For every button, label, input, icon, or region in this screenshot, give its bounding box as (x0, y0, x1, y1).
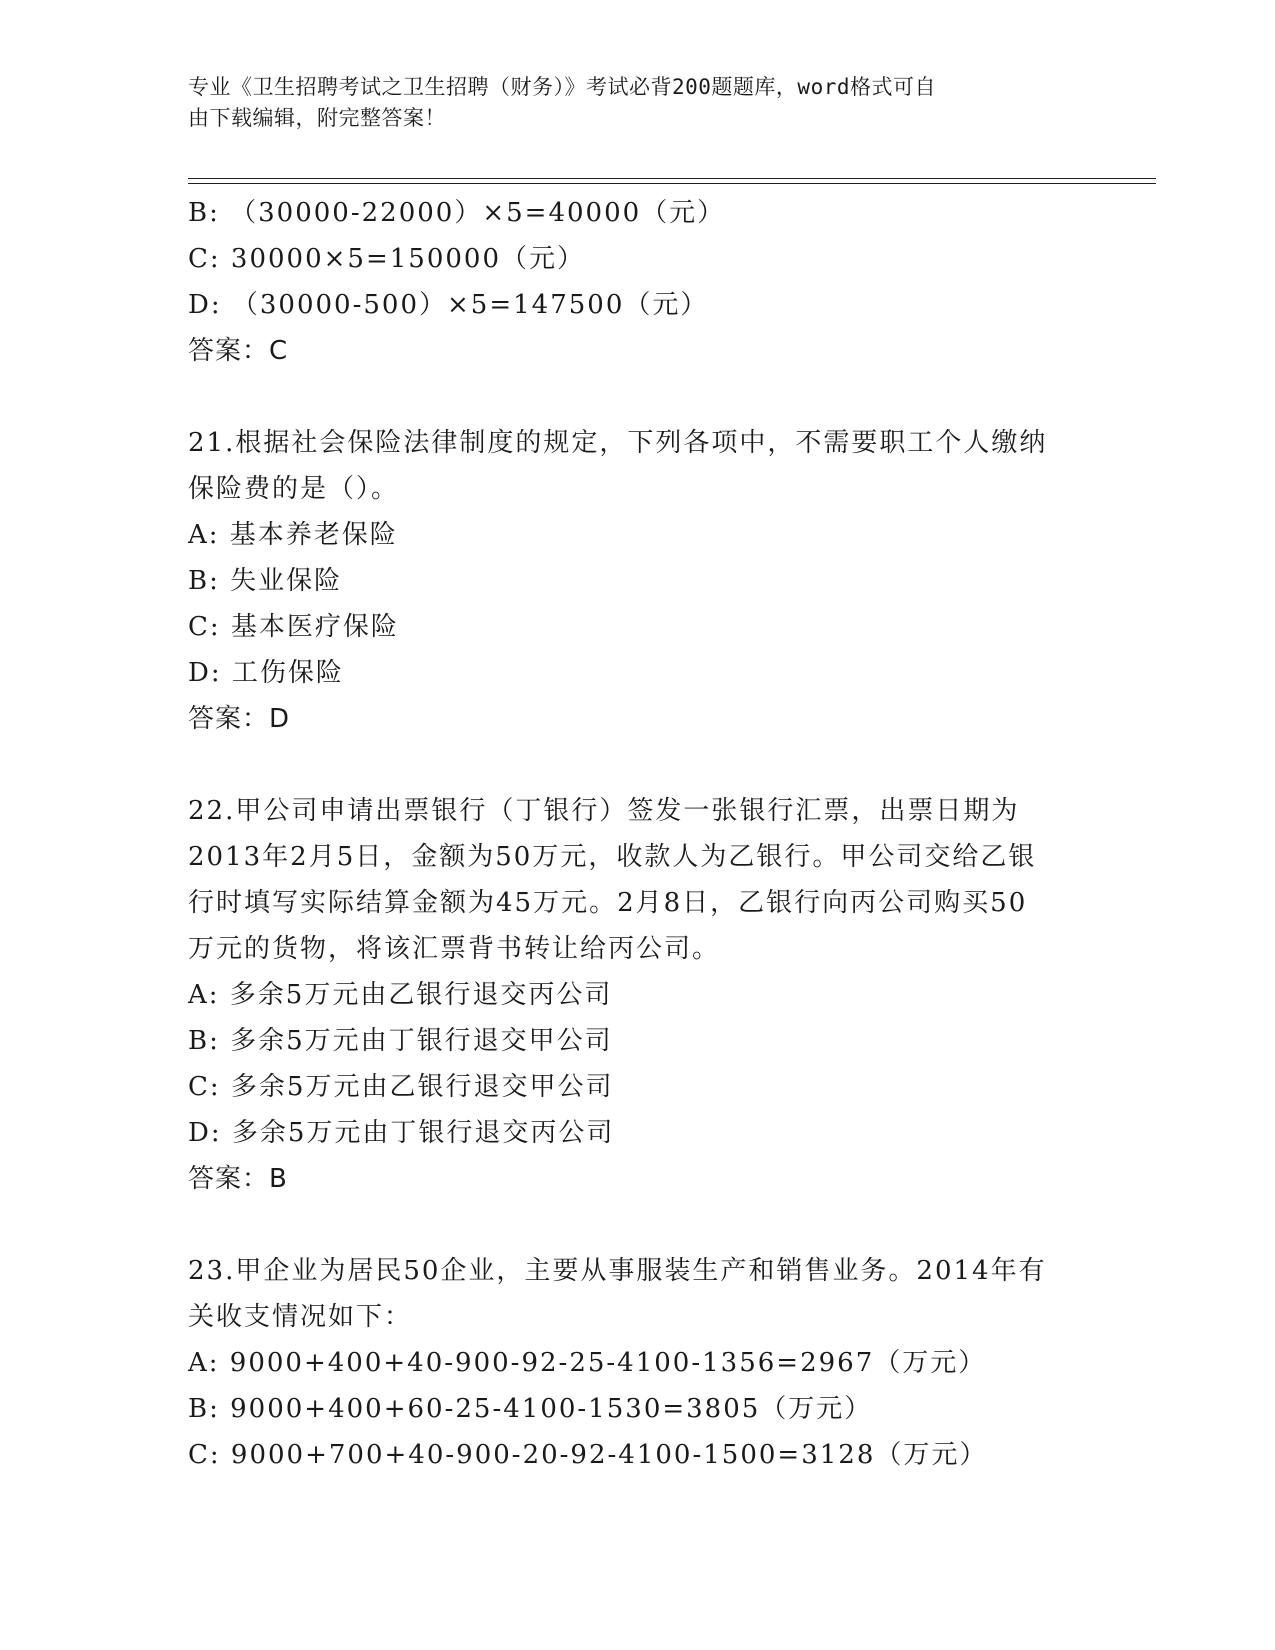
option-b: B: 失业保险 (188, 566, 343, 596)
question-text-line: 万元的货物，将该汇票背书转让给丙公司。 (188, 934, 721, 964)
document-header (188, 72, 1068, 134)
option-d: D: （30000-500）×5=147500（元） (188, 290, 709, 320)
question-content (188, 190, 1088, 1478)
question-text-line: 21.根据社会保险法律制度的规定，下列各项中，不需要职工个人缴纳 (188, 428, 1048, 458)
option-b: B: （30000-22000）×5=40000（元） (188, 198, 726, 228)
option-d: D: 工伤保险 (188, 658, 344, 688)
option-c: C: 30000×5=150000（元） (188, 244, 585, 274)
option-c: C: 9000+700+40-900-20-92-4100-1500=3128（万元） (188, 1440, 988, 1470)
option-b: B: 多余5万元由丁银行退交甲公司 (188, 1026, 613, 1056)
spacer (188, 742, 1088, 788)
question-22 (188, 788, 1088, 1202)
question-21 (188, 420, 1088, 742)
spacer (188, 1202, 1088, 1248)
option-d: D: 多余5万元由丁银行退交丙公司 (188, 1118, 615, 1148)
spacer (188, 374, 1088, 420)
answer-line: 答案：C (188, 336, 289, 366)
header-divider-top (188, 178, 1156, 179)
option-a: A: 9000+400+40-900-92-25-4100-1356=2967（万元） (188, 1348, 987, 1378)
option-c: C: 多余5万元由乙银行退交甲公司 (188, 1072, 614, 1102)
header-line-1: 专业《卫生招聘考试之卫生招聘（财务）》考试必背200题题库，word格式可自 (188, 75, 936, 99)
header-line-2: 由下载编辑，附完整答案！ (188, 106, 446, 130)
question-text-line: 关收支情况如下： (188, 1302, 413, 1332)
question-text-line: 行时填写实际结算金额为45万元。2月8日，乙银行向丙公司购买50 (188, 888, 1028, 918)
question-23 (188, 1248, 1088, 1478)
option-b: B: 9000+400+60-25-4100-1530=3805（万元） (188, 1394, 873, 1424)
option-a: A: 多余5万元由乙银行退交丙公司 (188, 980, 613, 1010)
header-divider-bottom (188, 183, 1156, 184)
question-text-line: 23.甲企业为居民50企业，主要从事服装生产和销售业务。2014年有 (188, 1256, 1047, 1286)
option-a: A: 基本养老保险 (188, 520, 398, 550)
prev-question-block (188, 190, 1088, 374)
option-c: C: 基本医疗保险 (188, 612, 399, 642)
question-text-line: 保险费的是（）。 (188, 474, 400, 504)
question-text-line: 2013年2月5日，金额为50万元，收款人为乙银行。甲公司交给乙银 (188, 842, 1037, 872)
answer-line: 答案：B (188, 1164, 288, 1194)
answer-line: 答案：D (188, 704, 291, 734)
question-text-line: 22.甲公司申请出票银行（丁银行）签发一张银行汇票，出票日期为 (188, 796, 1020, 826)
